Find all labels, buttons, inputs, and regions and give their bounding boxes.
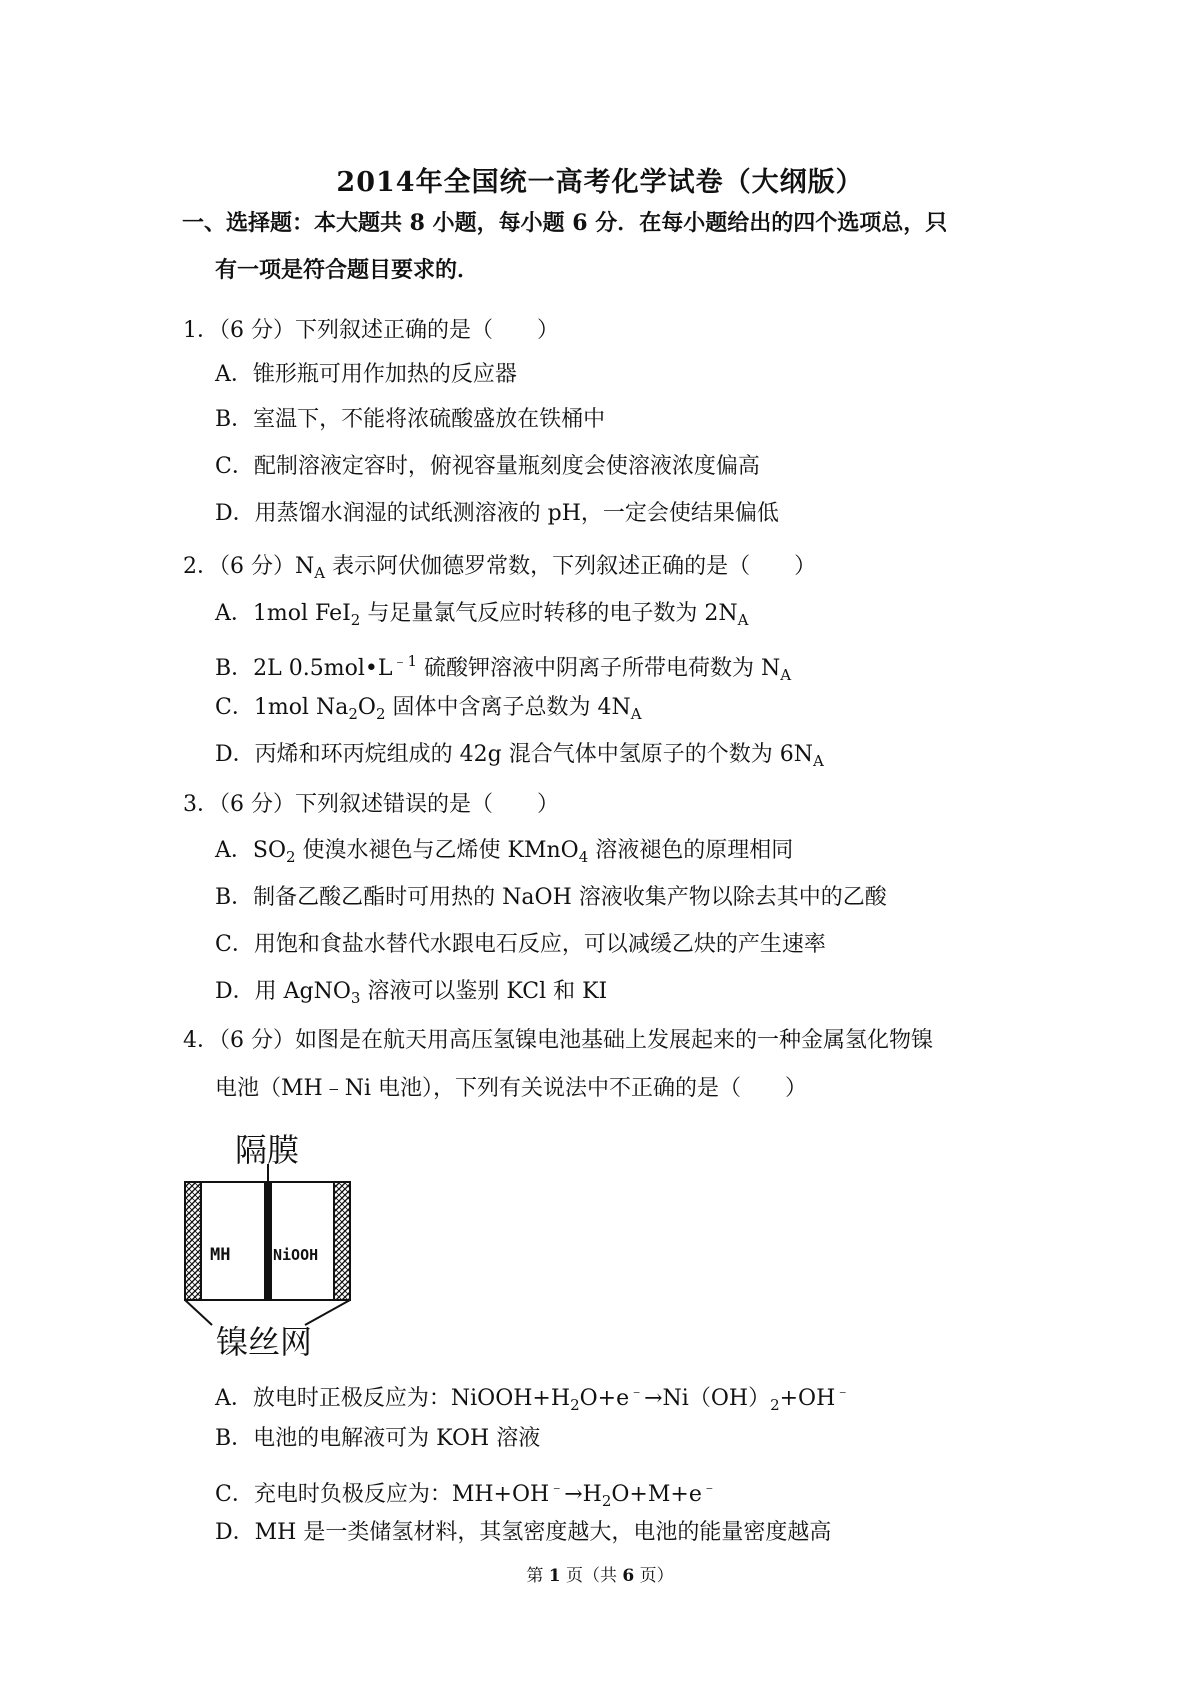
- diagram-label-separator: 隔膜: [235, 1131, 300, 1169]
- q2-stem: [183, 552, 816, 588]
- footer-page-number: 1: [548, 1566, 561, 1586]
- q1-option-b: B．室温下，不能将浓硫酸盛放在铁桶中: [215, 407, 606, 432]
- wire-left: [185, 1300, 212, 1325]
- q3-a-text-3: 溶液褪色的原理相同: [588, 838, 794, 863]
- q3-a-sub-2: 4: [578, 848, 589, 866]
- q2-c-o: O: [357, 695, 376, 720]
- q2-stem-sub: A: [314, 564, 326, 582]
- q4-c-text: C．充电时负极反应为：MH+OH: [215, 1482, 550, 1507]
- page-footer: [0, 1561, 1200, 1586]
- q3-a-sub: 2: [286, 848, 296, 866]
- q3-option-d: [215, 977, 607, 1013]
- q3-option-c: C．用饱和食盐水替代水跟电石反应，可以减缓乙炔的产生速率: [215, 932, 826, 957]
- q2-c-sub: 2: [348, 705, 358, 723]
- q4-a-text-4: +OH: [779, 1386, 836, 1411]
- q1-option-d: D．用蒸馏水润湿的试纸测溶液的 pH，一定会使结果偏低: [215, 501, 779, 526]
- q2-a-sub: 2: [350, 611, 361, 629]
- battery-diagram-svg: [180, 1120, 370, 1360]
- q4-option-b: B．电池的电解液可为 KOH 溶液: [215, 1426, 541, 1451]
- q2-option-c: [215, 693, 642, 729]
- wire-right: [305, 1300, 350, 1325]
- q4-stem-line-1: 4．（6 分）如图是在航天用高压氢镍电池基础上发展起来的一种金属氢化物镍: [183, 1028, 933, 1053]
- diagram-label-niooh: NiOOH: [273, 1246, 319, 1264]
- q3-stem: 3．（6 分）下列叙述错误的是（ ）: [183, 792, 559, 817]
- q4-a-sub-2: 2: [770, 1396, 780, 1414]
- q2-a-text-2: 与足量氯气反应时转移的电子数为 2N: [360, 601, 738, 626]
- q4-a-text-3: →Ni（OH）: [644, 1386, 771, 1411]
- q3-option-a: [215, 836, 793, 872]
- q4-c-sup-2: ﹣: [701, 1478, 717, 1496]
- q4-a-text: A．放电时正极反应为：NiOOH+H: [215, 1386, 571, 1411]
- page-title: 2014年全国统一高考化学试卷（大纲版）: [336, 167, 864, 198]
- q3-d-sub: 3: [350, 989, 361, 1007]
- q2-option-a: [215, 599, 748, 635]
- q4-stem-line-2: 电池（MH﹣Ni 电池），下列有关说法中不正确的是（ ）: [215, 1076, 807, 1101]
- q4-a-sup-2: ﹣: [835, 1382, 851, 1400]
- q2-c-text-2: 固体中含离子总数为 4N: [385, 695, 631, 720]
- footer-text: 第: [526, 1566, 549, 1586]
- diagram-label-mh: MH: [210, 1245, 231, 1265]
- q3-option-b: B．制备乙酸乙酯时可用热的 NaOH 溶液收集产物以除去其中的乙酸: [215, 885, 887, 910]
- q2-option-d: [215, 740, 824, 776]
- q4-option-c: [215, 1472, 717, 1516]
- q2-c-sub-2: 2: [375, 705, 386, 723]
- q4-option-a: [215, 1376, 850, 1420]
- footer-text-2: 页（共: [560, 1566, 623, 1586]
- q2-stem-text-2: 表示阿伏伽德罗常数，下列叙述正确的是（ ）: [325, 554, 817, 579]
- q4-c-text-2: →H: [564, 1482, 602, 1507]
- q3-a-text: A．SO: [215, 838, 286, 863]
- q2-a-sub-2: A: [737, 611, 749, 629]
- q2-d-text: D．丙烯和环丙烷组成的 42g 混合气体中氢原子的个数为 6N: [215, 742, 813, 767]
- q2-c-text: C．1mol Na: [215, 695, 349, 720]
- section-heading: [182, 200, 1042, 294]
- q2-b-sup: ﹣1: [392, 652, 418, 670]
- q1-stem: 1．（6 分）下列叙述正确的是（ ）: [183, 318, 559, 343]
- q1-option-a: A．锥形瓶可用作加热的反应器: [215, 362, 517, 387]
- q4-c-sup: ﹣: [549, 1478, 565, 1496]
- diagram-label-nickel-mesh: 镍丝网: [216, 1323, 313, 1360]
- q4-a-sup: ﹣: [629, 1382, 645, 1400]
- q2-a-text: A．1mol FeI: [215, 601, 351, 626]
- q1-option-c: C．配制溶液定容时，俯视容量瓶刻度会使溶液浓度偏高: [215, 454, 760, 479]
- battery-diagram: [180, 1120, 370, 1360]
- section-line-1: 一、选择题：本大题共 8 小题，每小题 6 分．在每小题给出的四个选项总，只: [182, 210, 948, 236]
- q3-d-text-2: 溶液可以鉴别 KCl 和 KI: [360, 979, 608, 1004]
- separator-membrane: [264, 1182, 272, 1300]
- left-electrode-wall: [185, 1182, 201, 1300]
- q4-a-sub: 2: [570, 1396, 580, 1414]
- q2-b-sub: A: [780, 666, 792, 684]
- q3-d-text: D．用 AgNO: [215, 979, 351, 1004]
- footer-text-3: 页）: [634, 1566, 674, 1586]
- section-line-2: 有一项是符合题目要求的．: [215, 257, 480, 283]
- q2-d-sub: A: [812, 752, 824, 770]
- q2-stem-text: 2．（6 分）N: [183, 554, 315, 579]
- q4-a-text-2: O+e: [579, 1386, 630, 1411]
- q4-option-d: D．MH 是一类储氢材料，其氢密度越大，电池的能量密度越高: [215, 1520, 832, 1545]
- q4-c-sub: 2: [601, 1492, 612, 1510]
- q2-c-sub-3: A: [630, 705, 642, 723]
- q2-option-b: [215, 646, 791, 690]
- footer-total-pages: 6: [622, 1566, 635, 1586]
- right-electrode-wall: [334, 1182, 350, 1300]
- q2-b-text-2: 硫酸钾溶液中阴离子所带电荷数为 N: [417, 656, 781, 681]
- q3-a-text-2: 使溴水褪色与乙烯使 KMnO: [295, 838, 579, 863]
- q4-c-text-3: O+M+e: [611, 1482, 702, 1507]
- q2-b-text: B．2L 0.5mol•L: [215, 656, 393, 681]
